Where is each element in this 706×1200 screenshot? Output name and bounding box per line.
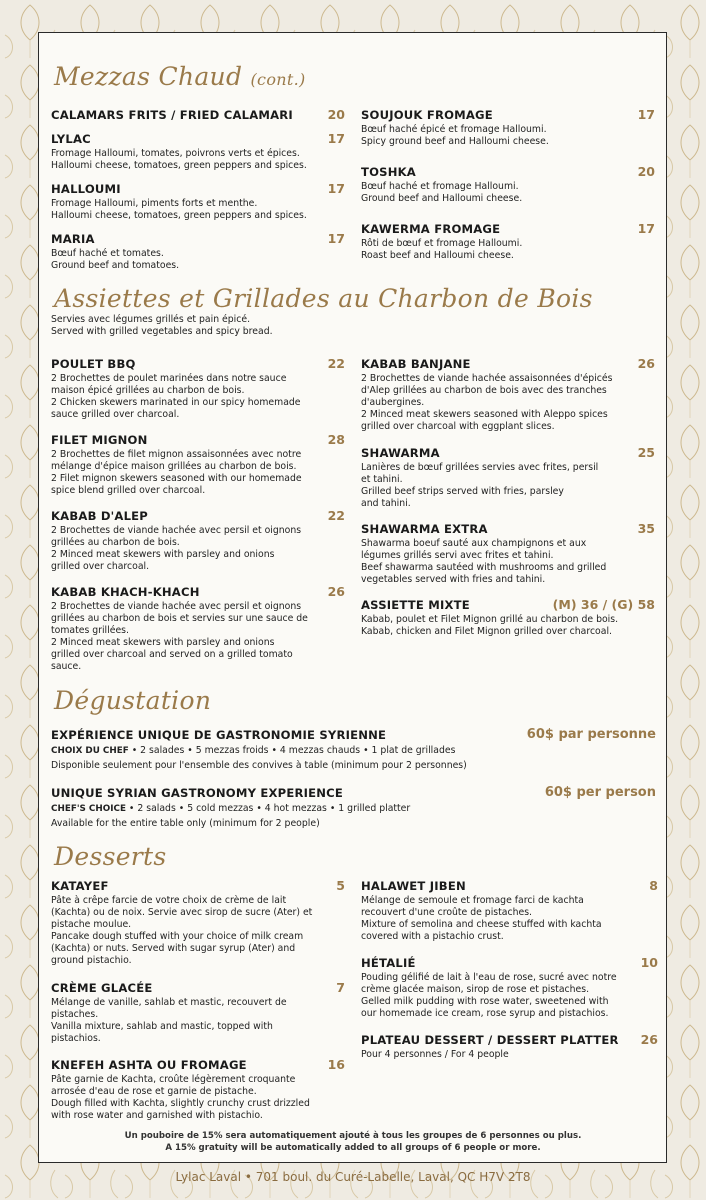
menu-item	[361, 955, 658, 1020]
menu-item-price: 26	[640, 1032, 658, 1047]
menu-item-description	[361, 238, 655, 262]
description-line: Pâte garnie de Kachta, croûte légèrement croquante	[51, 1074, 296, 1085]
menu-item-price: 17	[327, 181, 345, 196]
menu-item-header	[51, 432, 345, 447]
description-line: tomates grillées.	[51, 625, 129, 636]
menu-item-price: 17	[327, 231, 345, 246]
menu-item-description	[361, 972, 658, 1020]
menu-item-header	[361, 521, 655, 536]
menu-item-price: 22	[327, 508, 345, 523]
menu-item	[51, 1057, 345, 1122]
menu-item-price: 7	[336, 980, 345, 995]
menu-item-description	[361, 614, 655, 638]
menu-item-description	[361, 895, 658, 943]
menu-item-description	[361, 373, 655, 433]
menu-item-name: HALAWET JIBEN	[361, 879, 466, 893]
menu-item-price: 22	[327, 356, 345, 371]
description-line: légumes grillés servi avec frites et tahini.	[361, 550, 554, 561]
description-line: Grilled beef strips served with fries, parsley	[361, 486, 564, 497]
menu-item-name: ASSIETTE MIXTE	[361, 598, 470, 612]
description-line: pistache moulue.	[51, 919, 132, 930]
description-line: sauce grilled over charcoal.	[51, 409, 180, 420]
menu-item-header	[51, 107, 345, 122]
menu-item-description	[51, 148, 345, 172]
section-title-suffix: (cont.)	[250, 70, 306, 89]
degustation-en-note: Available for the entire table only (minimum for 2 people)	[51, 818, 320, 829]
description-line: Dough filled with Kachta, slightly crunchy crust drizzled	[51, 1098, 310, 1109]
intro-line: Served with grilled vegetables and spicy bread.	[51, 326, 273, 337]
description-line: Gelled milk pudding with rose water, sweetened with	[361, 996, 609, 1007]
description-line: grilled over charcoal and served on a grilled tomato	[51, 649, 293, 660]
description-line: Spicy ground beef and Halloumi cheese.	[361, 136, 549, 147]
description-line: Bœuf haché et fromage Halloumi.	[361, 181, 519, 192]
description-line: Bœuf haché et tomates.	[51, 248, 164, 259]
gratuity-note-en: A 15% gratuity will be automatically added to all groups of 6 people or more.	[165, 1143, 541, 1153]
menu-item-name: LYLAC	[51, 132, 91, 146]
description-line: Pour 4 personnes / For 4 people	[361, 1049, 509, 1060]
menu-item-description	[51, 373, 345, 421]
description-line: 2 Minced meat skewers with parsley and onions	[51, 637, 275, 648]
menu-item-name: HÉTALIÉ	[361, 956, 416, 970]
menu-item	[51, 131, 345, 172]
item-name: UNIQUE SYRIAN GASTRONOMY EXPERIENCE	[51, 786, 343, 800]
menu-item-price: 17	[327, 131, 345, 146]
choice-label: CHOIX DU CHEF	[51, 746, 129, 756]
menu-item-name: MARIA	[51, 232, 95, 246]
gratuity-note-fr: Un pouboire de 15% sera automatiquement ajouté à tous les groupes de 6 personnes ou plus.	[124, 1131, 582, 1141]
description-line: Beef shawarma sautéed with mushrooms and grilled	[361, 562, 607, 573]
description-line: grillées au charbon de bois.	[51, 537, 180, 548]
description-line: Roast beef and Halloumi cheese.	[361, 250, 514, 261]
menu-item-price: 17	[637, 221, 655, 236]
description-line: spice blend grilled over charcoal.	[51, 485, 206, 496]
menu-item	[51, 107, 345, 124]
menu-item	[361, 164, 655, 205]
menu-item-price: 10	[640, 955, 658, 970]
description-line: covered with a pistachio crust.	[361, 931, 504, 942]
menu-item	[51, 508, 345, 573]
description-line: Pancake dough stuffed with your choice of milk cream	[51, 931, 304, 942]
menu-item-header	[361, 445, 655, 460]
assiettes-intro	[51, 314, 273, 338]
menu-item-header	[361, 597, 655, 612]
menu-item-header	[51, 980, 345, 995]
description-line: 2 Chicken skewers marinated in our spicy homemade	[51, 397, 301, 408]
menu-item-name: SOUJOUK FROMAGE	[361, 108, 493, 122]
menu-item-price: 20	[637, 164, 655, 179]
description-line: Ground beef and Halloumi cheese.	[361, 193, 523, 204]
description-line: Kabab, chicken and Filet Mignon grilled over charcoal.	[361, 626, 612, 637]
menu-item	[51, 980, 345, 1045]
section-title-assiettes: Assiettes et Grillades au Charbon de Bois	[54, 284, 593, 313]
menu-item-name: POULET BBQ	[51, 357, 136, 371]
description-line: grilled over charcoal with eggplant slices.	[361, 421, 555, 432]
menu-item-name: FILET MIGNON	[51, 433, 148, 447]
menu-item-description	[51, 1074, 345, 1122]
menu-item-header	[51, 584, 345, 599]
menu-item-name: HALLOUMI	[51, 182, 121, 196]
menu-item-price: 17	[637, 107, 655, 122]
menu-item	[51, 231, 345, 272]
menu-item	[361, 1032, 658, 1061]
description-line: 2 Minced meat skewers with parsley and onions	[51, 549, 275, 560]
description-line: Halloumi cheese, tomatoes, green peppers and spices.	[51, 210, 307, 221]
description-line: Rôti de bœuf et fromage Halloumi.	[361, 238, 523, 249]
menu-item-description	[51, 248, 345, 272]
choice-label: CHEF'S CHOICE	[51, 804, 126, 814]
menu-item-description	[51, 198, 345, 222]
menu-item-price: 28	[327, 432, 345, 447]
description-line: d'Alep grillées au charbon de bois avec des tranches	[361, 385, 607, 396]
description-line: Pâte à crêpe farcie de votre choix de crème de lait	[51, 895, 287, 906]
menu-item	[51, 181, 345, 222]
menu-item	[361, 597, 655, 638]
menu-item-price: 26	[327, 584, 345, 599]
menu-item-header	[361, 878, 658, 893]
menu-item-description	[361, 462, 655, 510]
description-line: arrosée d'eau de rose et garnie de pistache.	[51, 1086, 257, 1097]
menu-item-price: 25	[637, 445, 655, 460]
menu-item	[361, 356, 655, 433]
description-line: mélange d'épice maison grillées au charbon de bois.	[51, 461, 297, 472]
section-title-desserts: Desserts	[54, 842, 167, 871]
menu-item-name: KATAYEF	[51, 879, 109, 893]
menu-item	[51, 356, 345, 421]
menu-item-price: 20	[327, 107, 345, 122]
menu-item	[361, 221, 655, 262]
description-line: pistaches.	[51, 1009, 99, 1020]
description-line: 2 Brochettes de poulet marinées dans notre sauce	[51, 373, 287, 384]
description-line: Fromage Halloumi, tomates, poivrons verts et épices.	[51, 148, 300, 159]
description-line: Mélange de vanille, sahlab et mastic, recouvert de	[51, 997, 287, 1008]
menu-item-name: KNEFEH ASHTA OU FROMAGE	[51, 1058, 247, 1072]
description-line: (Kachta) ou de noix. Servie avec sirop de sucre (Ater) et	[51, 907, 313, 918]
menu-item-header	[361, 1032, 658, 1047]
menu-item-name: TOSHKA	[361, 165, 416, 179]
menu-item-name: KABAB BANJANE	[361, 357, 471, 371]
description-line: sauce.	[51, 661, 82, 672]
menu-item	[361, 521, 655, 586]
degustation-fr-choice	[51, 745, 455, 757]
menu-item-description	[361, 124, 655, 148]
intro-line: Servies avec légumes grillés et pain épicé.	[51, 314, 251, 325]
menu-item-description	[361, 538, 655, 586]
section-title-mezzas-chaud	[54, 62, 306, 91]
menu-item-description	[51, 895, 345, 967]
description-line: Bœuf haché épicé et fromage Halloumi.	[361, 124, 547, 135]
menu-item-description	[361, 181, 655, 205]
menu-item	[361, 878, 658, 943]
description-line: grillées au charbon de bois et servies sur une sauce de	[51, 613, 308, 624]
menu-item	[51, 584, 345, 673]
menu-item-price: 35	[637, 521, 655, 536]
description-line: 2 Filet mignon skewers seasoned with our homemade	[51, 473, 302, 484]
degustation-fr-note: Disponible seulement pour l'ensemble des convives à table (minimum pour 2 personnes)	[51, 760, 467, 771]
menu-item-header	[51, 231, 345, 246]
menu-item-header	[51, 1057, 345, 1072]
degustation-en-choice	[51, 803, 410, 815]
description-line: Ground beef and tomatoes.	[51, 260, 180, 271]
restaurant-address: Lylac Laval • 701 boul. du Curé-Labelle, Laval, QC H7V 2T8	[175, 1170, 531, 1184]
menu-item-name: SHAWARMA	[361, 446, 440, 460]
degustation-fr-price: 60$ par personne	[526, 727, 656, 742]
menu-item-header	[51, 181, 345, 196]
menu-item-header	[361, 221, 655, 236]
menu-item-name: CRÈME GLACÉE	[51, 981, 153, 995]
menu-item-price: 5	[336, 878, 345, 893]
description-line: Vanilla mixture, sahlab and mastic, topped with	[51, 1021, 273, 1032]
menu-item-description	[51, 525, 345, 573]
description-line: 2 Brochettes de viande hachée assaisonnées d'épicés	[361, 373, 613, 384]
item-name: EXPÉRIENCE UNIQUE DE GASTRONOMIE SYRIENNE	[51, 728, 387, 742]
menu-item-name: KABAB D'ALEP	[51, 509, 148, 523]
menu-item-header	[51, 131, 345, 146]
menu-item-description	[51, 997, 345, 1045]
menu-item-header	[361, 107, 655, 122]
menu-item	[51, 878, 345, 967]
menu-item-name: PLATEAU DESSERT / DESSERT PLATTER	[361, 1033, 619, 1047]
description-line: recouvert d'une croûte de pistaches.	[361, 907, 532, 918]
description-line: crème glacée maison, sirop de rose et pistaches.	[361, 984, 590, 995]
description-line: (Kachta) or nuts. Served with sugar syrup (Ater) and	[51, 943, 296, 954]
description-line: Mélange de semoule et fromage farci de kachta	[361, 895, 584, 906]
description-line: Lanières de bœuf grillées servies avec frites, persil	[361, 462, 599, 473]
section-title-text: Mezzas Chaud	[54, 62, 243, 91]
menu-item-name: KAWERMA FROMAGE	[361, 222, 501, 236]
description-line: Shawarma boeuf sauté aux champignons et aux	[361, 538, 587, 549]
description-line: pistachios.	[51, 1033, 101, 1044]
menu-item-header	[361, 164, 655, 179]
menu-item-header	[51, 878, 345, 893]
menu-item-name: CALAMARS FRITS / FRIED CALAMARI	[51, 108, 293, 122]
description-line: 2 Minced meat skewers seasoned with Aleppo spices	[361, 409, 608, 420]
menu-item-header	[361, 356, 655, 371]
menu-item-name: KABAB KHACH-KHACH	[51, 585, 200, 599]
description-line: d'aubergines.	[361, 397, 425, 408]
menu-item-price: 8	[649, 878, 658, 893]
description-line: Halloumi cheese, tomatoes, green peppers and spices.	[51, 160, 307, 171]
menu-item	[361, 445, 655, 510]
menu-item-price: 26	[637, 356, 655, 371]
menu-item-name: SHAWARMA EXTRA	[361, 522, 488, 536]
choice-text: • 2 salads • 5 cold mezzas • 4 hot mezzas • 1 grilled platter	[125, 803, 411, 814]
menu-item-header	[361, 955, 658, 970]
description-line: Mixture of semolina and cheese stuffed with kachta	[361, 919, 602, 930]
description-line: 2 Brochettes de viande hachée avec persil et oignons	[51, 525, 302, 536]
menu-item	[361, 107, 655, 148]
description-line: maison épicé grillées au charbon de bois.	[51, 385, 245, 396]
description-line: et tahini.	[361, 474, 403, 485]
description-line: with rose water and garnished with pistachio.	[51, 1110, 263, 1121]
description-line: ground pistachio.	[51, 955, 132, 966]
description-line: our homemade ice cream, rose syrup and pistachios.	[361, 1008, 609, 1019]
description-line: and tahini.	[361, 498, 411, 509]
menu-item-description	[361, 1049, 658, 1061]
description-line: vegetables served with fries and tahini.	[361, 574, 546, 585]
menu-item-price: (M) 36 / (G) 58	[552, 597, 655, 612]
menu-item-header	[51, 356, 345, 371]
choice-text: • 2 salades • 5 mezzas froids • 4 mezzas chauds • 1 plat de grillades	[128, 745, 456, 756]
description-line: Pouding gélifié de lait à l'eau de rose, sucré avec notre	[361, 972, 617, 983]
description-line: Kabab, poulet et Filet Mignon grillé au charbon de bois.	[361, 614, 619, 625]
description-line: Fromage Halloumi, piments forts et menthe.	[51, 198, 258, 209]
description-line: grilled over charcoal.	[51, 561, 150, 572]
menu-item-header	[51, 508, 345, 523]
section-title-degustation: Dégustation	[54, 686, 212, 715]
menu-item-description	[51, 601, 345, 673]
menu-item-description	[51, 449, 345, 497]
description-line: 2 Brochettes de filet mignon assaisonnées avec notre	[51, 449, 302, 460]
menu-item-price: 16	[327, 1057, 345, 1072]
menu-item	[51, 432, 345, 497]
description-line: 2 Brochettes de viande hachée avec persil et oignons	[51, 601, 302, 612]
degustation-en-price: 60$ per person	[544, 785, 656, 800]
